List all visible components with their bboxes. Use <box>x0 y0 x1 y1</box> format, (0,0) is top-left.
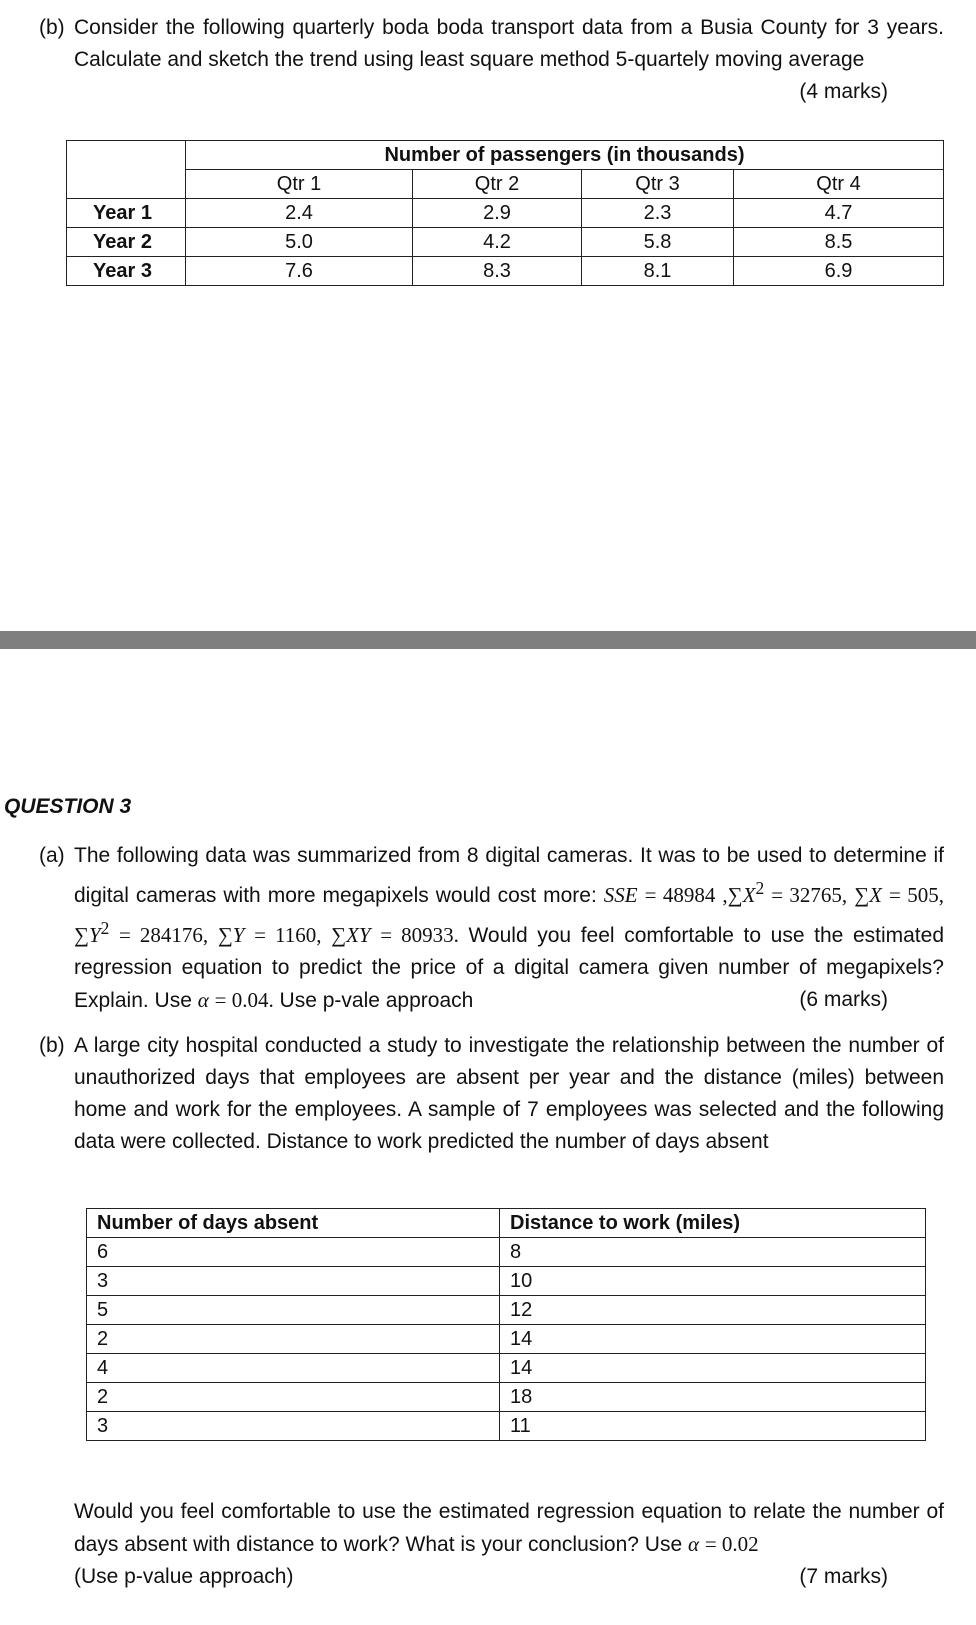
distance-cell: 18 <box>500 1383 926 1412</box>
q3b-paragraph <box>39 1030 944 1158</box>
sum-x2-value: = 32765, <box>771 883 848 907</box>
q3a-text-2: Would you feel comfortable to use the estimated regression equation to predict the price of a digital camera given number of megapixels? Explain. Use <box>74 924 944 1012</box>
days-cell: 2 <box>87 1383 500 1412</box>
quarter-header: Qtr 1 <box>186 170 413 199</box>
table-corner-cell <box>67 141 186 199</box>
distance-cell: 12 <box>500 1296 926 1325</box>
value-cell: 7.6 <box>186 257 413 286</box>
column-header-distance: Distance to work (miles) <box>500 1209 926 1238</box>
table-row <box>67 257 944 286</box>
distance-cell: 11 <box>500 1412 926 1441</box>
year-cell: Year 2 <box>67 228 186 257</box>
table-row <box>87 1383 926 1412</box>
days-cell: 3 <box>87 1267 500 1296</box>
q3b-label: (b) <box>39 1034 65 1057</box>
value-cell: 4.7 <box>734 199 944 228</box>
q3b-question: Would you feel comfortable to use the estimated regression equation to relate the number of days absent with distance to work? What is your conclusion? Use <box>74 1500 944 1556</box>
value-cell: 8.1 <box>582 257 734 286</box>
year-cell: Year 1 <box>67 199 186 228</box>
distance-cell: 10 <box>500 1267 926 1296</box>
passenger-table-header: Number of passengers (in thousands) <box>186 141 944 170</box>
alpha-symbol: α <box>197 988 209 1012</box>
days-cell: 4 <box>87 1354 500 1383</box>
table-row <box>87 1267 926 1296</box>
sum-xy-value: = 80933. <box>380 923 459 947</box>
distance-cell: 8 <box>500 1238 926 1267</box>
q3a-paragraph: (a) The following data was summarized from 8 digital cameras. It was to be used to determine if digital cameras with more megapixels would cost more: SSE = 48984 $,\sum X^2 = 32765$, ∑X = 505, $\sum Y^2 = 284176$, ∑Y = 1160, ∑XY = 80933. Would you feel comfortable to use the estimated regression equation to predict the price of a digital camera given number of megapixels? Explain. Use α = 0.04. Use p-vale approach (6 marks) <box>39 840 944 1017</box>
q2b-marks: (4 marks) <box>799 80 888 103</box>
table-row <box>87 1354 926 1383</box>
distance-cell: 14 <box>500 1325 926 1354</box>
q3b-question-paragraph <box>39 1496 944 1593</box>
value-cell: 8.5 <box>734 228 944 257</box>
value-cell: 5.0 <box>186 228 413 257</box>
days-cell: 5 <box>87 1296 500 1325</box>
page-separator <box>0 631 976 649</box>
q3a-label: (a) <box>39 844 65 867</box>
sse-value: = 48984 <box>644 883 716 907</box>
column-header-days: Number of days absent <box>87 1209 500 1238</box>
sum-y-value: = 1160, <box>254 923 322 947</box>
value-cell: 2.4 <box>186 199 413 228</box>
q2b-text: Consider the following quarterly boda boda transport data from a Busia County for 3 years. Calculate and sketch the trend using least square method 5-quartely moving average <box>74 16 944 71</box>
alpha-symbol: α <box>687 1532 699 1556</box>
q3a-text-1: The following data was summarized from 8 digital cameras. It was to be used to determine if digital cameras with more megapixels would cost more: <box>74 844 944 907</box>
value-cell: 5.8 <box>582 228 734 257</box>
value-cell: 2.9 <box>413 199 582 228</box>
q3b-tail: (Use p-value approach) <box>74 1565 294 1588</box>
quarter-header: Qtr 3 <box>582 170 734 199</box>
quarter-header: Qtr 2 <box>413 170 582 199</box>
sum-x-value: = 505, <box>889 883 944 907</box>
table-row <box>67 228 944 257</box>
q3a-marks: (6 marks) <box>799 988 888 1011</box>
value-cell: 4.2 <box>413 228 582 257</box>
passenger-table <box>66 140 944 286</box>
q2b-paragraph <box>39 12 944 108</box>
q2b-label: (b) <box>39 16 65 39</box>
alpha-value: = 0.04. <box>214 988 274 1012</box>
absence-distance-table <box>86 1208 926 1441</box>
table-row <box>87 1238 926 1267</box>
table-row <box>87 1325 926 1354</box>
days-cell: 3 <box>87 1412 500 1441</box>
sse-symbol: SSE <box>603 883 638 907</box>
table-row <box>67 199 944 228</box>
sum-y2-value: = 284176, <box>119 923 209 947</box>
days-cell: 6 <box>87 1238 500 1267</box>
value-cell: 2.3 <box>582 199 734 228</box>
distance-cell: 14 <box>500 1354 926 1383</box>
year-cell: Year 3 <box>67 257 186 286</box>
days-cell: 2 <box>87 1325 500 1354</box>
q3b-text: A large city hospital conducted a study to investigate the relationship between the number of unauthorized days that employees are absent per year and the distance (miles) between home and work for the employees. A sample of 7 employees was selected and the following data were collected. Distance to work predicted the number of days absent <box>74 1034 944 1153</box>
value-cell: 6.9 <box>734 257 944 286</box>
value-cell: 8.3 <box>413 257 582 286</box>
quarter-header: Qtr 4 <box>734 170 944 199</box>
q3a-text-3: Use p-vale approach <box>273 989 474 1012</box>
table-row <box>87 1296 926 1325</box>
question-3-heading: QUESTION 3 <box>4 795 132 818</box>
q3b-marks: (7 marks) <box>799 1565 888 1588</box>
table-row <box>87 1412 926 1441</box>
alpha-value: = 0.02 <box>704 1532 759 1556</box>
